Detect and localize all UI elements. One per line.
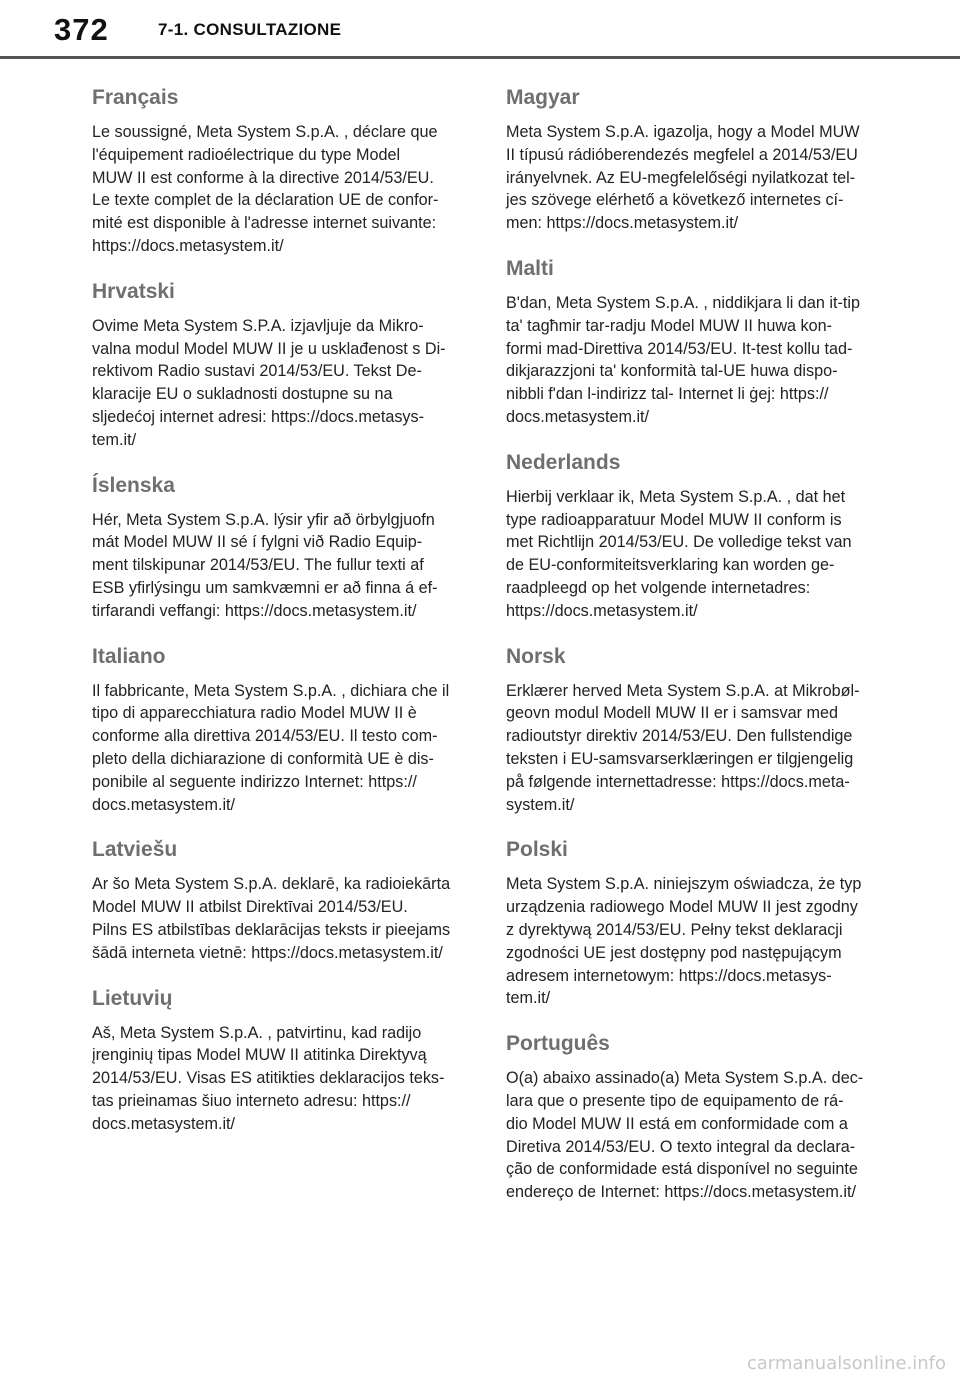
language-entry-latviesu (92, 836, 462, 964)
section-title: 7-1. CONSULTAZIONE (158, 20, 342, 39)
language-entry-italiano (92, 643, 462, 817)
language-entry-lietuviu (92, 985, 462, 1136)
left-column (92, 84, 462, 1156)
language-heading: Français (92, 86, 179, 109)
declaration-text: Hierbij verklaar ik, Meta System S.p.A. , dat het type radioapparatuur Model MUW II conform is met Richtlijn 2014/53/EU. De volledige tekst van de EU-conformiteitsverklaring kan worden ge- raadpleegd op het volgende internetadres: https://docs.metasystem.it/ (506, 487, 852, 620)
language-entry-hrvatski (92, 278, 462, 452)
language-heading: Latviešu (92, 838, 178, 862)
language-entry-nederlands (506, 449, 876, 623)
language-entry-portugues (506, 1030, 876, 1204)
declaration-text: Ar šo Meta System S.p.A. deklarē, ka radioiekārta Model MUW II atbilst Direktīvai 2014/53/EU. Pilns ES atbilstības deklarācijas teksts ir pieejams šādā interneta vietnē: https://docs.metasystem.it/ (92, 875, 451, 962)
declaration-text: O(a) abaixo assinado(a) Meta System S.p.A. dec- lara que o presente tipo de equipamento de rá- dio Model MUW II está em conformidade com a Diretiva 2014/53/EU. O texto integral da declara- ção de conformidade está disponível no seguinte endereço de Internet: https://docs.metasystem.it/ (506, 1069, 864, 1202)
language-entry-norsk (506, 643, 876, 817)
declaration-text: Hér, Meta System S.p.A. lýsir yfir að örbylgjuofn mát Model MUW II sé í fylgni við Radio Equip- ment tilskipunar 2014/53/EU. The fullur texti af ESB yfirlýsingu um samkvæmni er að finna á ef- tirfarandi veffangi: https://docs.metasystem.it/ (92, 510, 438, 620)
declaration-text: Meta System S.p.A. niniejszym oświadcza, że typ urządzenia radiowego Model MUW II jest zgodny z dyrektywą 2014/53/EU. Pełny tekst deklaracji zgodności UE jest dostępny pod następującym adresem internetowym: https://docs.metasys- tem.it/ (506, 875, 862, 1008)
language-entry-islenska (92, 472, 462, 623)
language-heading: Português (506, 1032, 610, 1056)
declaration-text: Le soussigné, Meta System S.p.A. , déclare que l'équipement radioélectrique du type Model MUW II est conforme à la directive 2014/53/EU. Le texte complet de la déclaration UE de confor- mité est disponible à l'adresse internet suivante: https://docs.metasystem.it/ (92, 123, 439, 255)
declaration-text: Aš, Meta System S.p.A. , patvirtinu, kad radijo įrenginių tipas Model MUW II atitinka Direktyvą 2014/53/EU. Visas ES atitikties deklaracijos teks- tas prieinamas šiuo interneto adresu: https:// docs.metasystem.it/ (92, 1023, 445, 1133)
language-heading: Magyar (506, 86, 580, 109)
right-column (506, 84, 876, 1224)
language-heading: Malti (506, 256, 554, 280)
language-entry-polski (506, 836, 876, 1010)
language-entry-magyar (506, 84, 876, 235)
declaration-text: Il fabbricante, Meta System S.p.A. , dichiara che il tipo di apparecchiatura radio Model MUW II è conforme alla direttiva 2014/53/EU. Il testo com- pleto della dichiarazione di conformità UE è dis- ponibile al seguente indirizzo Internet: https:// docs.metasystem.it/ (92, 681, 450, 814)
watermark: carmanualsonline.info (746, 1353, 946, 1374)
declaration-text: B'dan, Meta System S.p.A. , niddikjara li dan it-tip ta' tagħmir tar-radju Model MUW II huwa kon- formi mad-Direttiva 2014/53/EU. It-test kollu tad- dikjarazzjoni ta' konformità tal-UE huwa dispo- nibbli f'dan l-indirizz tal- Internet li ġej: https:// docs.metasystem.it/ (506, 293, 860, 426)
language-heading: Nederlands (506, 450, 621, 474)
declaration-text: Ovime Meta System S.P.A. izjavljuje da Mikro- valna modul Model MUW II je u usklađenost s Di- rektivom Radio sustavi 2014/53/EU. Tekst De- klaracije EU o sukladnosti dostupne su na sljedećoj internet adresi: https://docs.metasys- tem.it/ (92, 316, 446, 449)
page-header (0, 0, 960, 58)
language-heading: Polski (506, 838, 568, 862)
language-heading: Norsk (506, 644, 566, 668)
language-entry-francais (92, 84, 462, 258)
language-entry-malti (506, 255, 876, 429)
declaration-text: Meta System S.p.A. igazolja, hogy a Model MUW II típusú rádióberendezés megfelel a 2014/53/EU irányelvnek. Az EU-megfelelőségi nyilatkozat tel- jes szövege elérhető a következő internetes cí- men: https://docs.metasystem.it/ (506, 123, 860, 233)
language-heading: Hrvatski (92, 279, 175, 303)
language-heading: Íslenska (92, 473, 175, 497)
header-divider (0, 56, 960, 59)
language-heading: Lietuvių (92, 986, 173, 1010)
language-heading: Italiano (92, 644, 166, 668)
declaration-text: Erklærer herved Meta System S.p.A. at Mikrobøl- geovn modul Modell MUW II er i samsvar med radioutstyr direktiv 2014/53/EU. Den fullstendige teksten i EU-samsvarserklæringen er tilgjengelig på følgende internettadresse: https://docs.meta- system.it/ (506, 681, 860, 814)
page-number: 372 (54, 12, 109, 47)
